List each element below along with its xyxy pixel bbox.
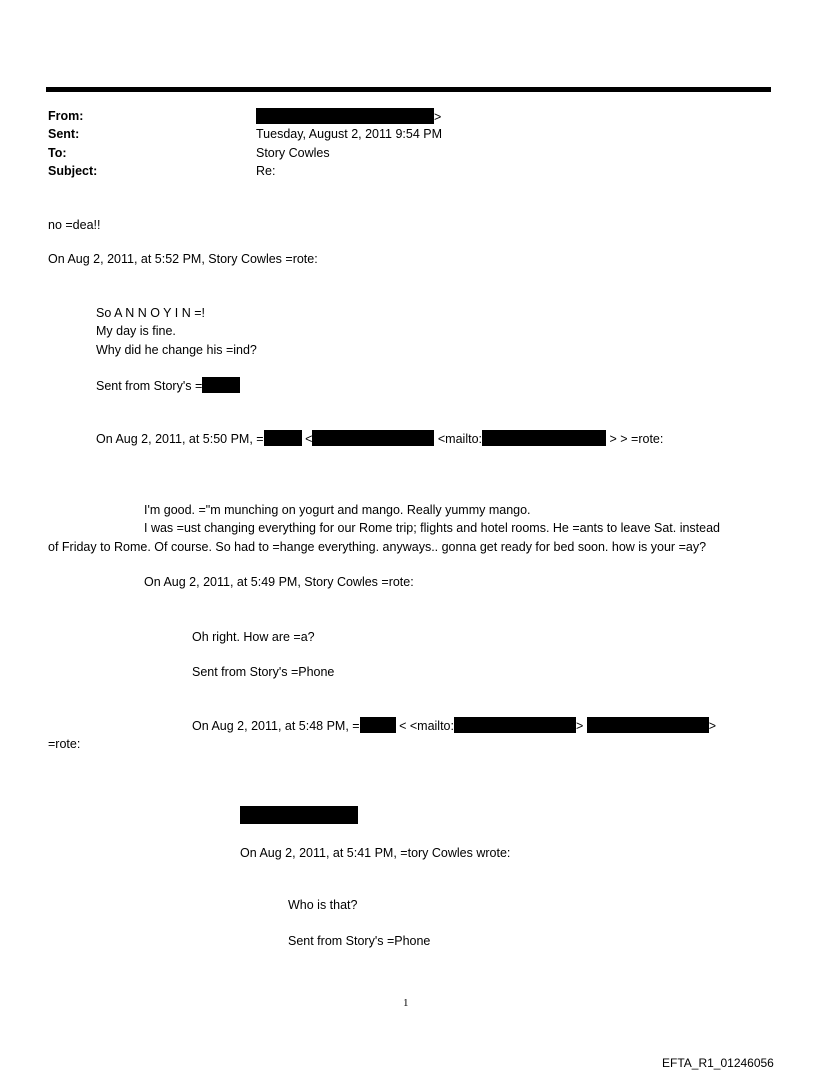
quote1-sig-text: Sent from Story's = (96, 379, 203, 393)
quote1-line3: Why did he change his =ind? (96, 343, 257, 357)
from-suffix: > (434, 110, 442, 124)
quote2-attr-a: On Aug 2, 2011, at 5:50 PM, = (96, 432, 264, 446)
redaction-box (312, 430, 434, 446)
redaction-box (587, 717, 709, 733)
sent-label: Sent: (48, 127, 80, 141)
quote5-attribution: On Aug 2, 2011, at 5:41 PM, =tory Cowles wrote: (240, 846, 511, 860)
quote5-line1: Who is that? (288, 898, 358, 912)
redaction-box (264, 430, 302, 446)
from-label: From: (48, 109, 84, 123)
quote1-signature (96, 377, 240, 394)
quote4-attr-a: On Aug 2, 2011, at 5:48 PM, = (192, 719, 360, 733)
quote2-line1: I'm good. ="m munching on yogurt and mango. Really yummy mango. (144, 503, 531, 517)
quote2-attr-b: < (305, 432, 313, 446)
quote2-attribution (96, 430, 663, 447)
quote3-line1: Oh right. How are =a? (192, 630, 315, 644)
quote4-attr-b: < <mailto: (399, 719, 454, 733)
sent-value: Tuesday, August 2, 2011 9:54 PM (256, 127, 442, 141)
quote4-attr-c: > (575, 719, 584, 733)
document-id: EFTA_R1_01246056 (662, 1056, 774, 1070)
quote3-signature: Sent from Story's =Phone (192, 665, 335, 679)
reply-text: no =dea!! (48, 218, 101, 232)
from-value (256, 108, 441, 125)
subject-value: Re: (256, 164, 276, 178)
header-rule (46, 87, 771, 92)
quote2-line2: I was =ust changing everything for our Rome trip; flights and hotel rooms. He =ants to leave Sat. instead (144, 521, 721, 535)
quote4-attr-d: > (708, 719, 717, 733)
redaction-box (360, 717, 396, 733)
quote4-attribution-wrap: =rote: (48, 737, 81, 751)
redaction-box (454, 717, 576, 733)
redaction-box (482, 430, 606, 446)
quote1-line1: So A N N O Y I N =! (96, 306, 205, 320)
to-value: Story Cowles (256, 146, 330, 160)
quote5-signature: Sent from Story's =Phone (288, 934, 431, 948)
redaction-box (240, 806, 358, 824)
quote2-attr-d: > > =rote: (609, 432, 664, 446)
to-label: To: (48, 146, 67, 160)
page-number: 1 (403, 997, 409, 1009)
quote1-line2: My day is fine. (96, 324, 176, 338)
quote1-attribution: On Aug 2, 2011, at 5:52 PM, Story Cowles =rote: (48, 252, 318, 266)
quote2-attr-c: <mailto: (437, 432, 482, 446)
quote2-line3: of Friday to Rome. Of course. So had to =hange everything. anyways.. gonna get ready for bed soon. how is your =ay? (48, 540, 707, 554)
redaction-box (202, 377, 240, 393)
subject-label: Subject: (48, 164, 98, 178)
quote4-attribution (192, 717, 716, 734)
quote3-attribution: On Aug 2, 2011, at 5:49 PM, Story Cowles =rote: (144, 575, 414, 589)
redaction-box (256, 108, 434, 124)
